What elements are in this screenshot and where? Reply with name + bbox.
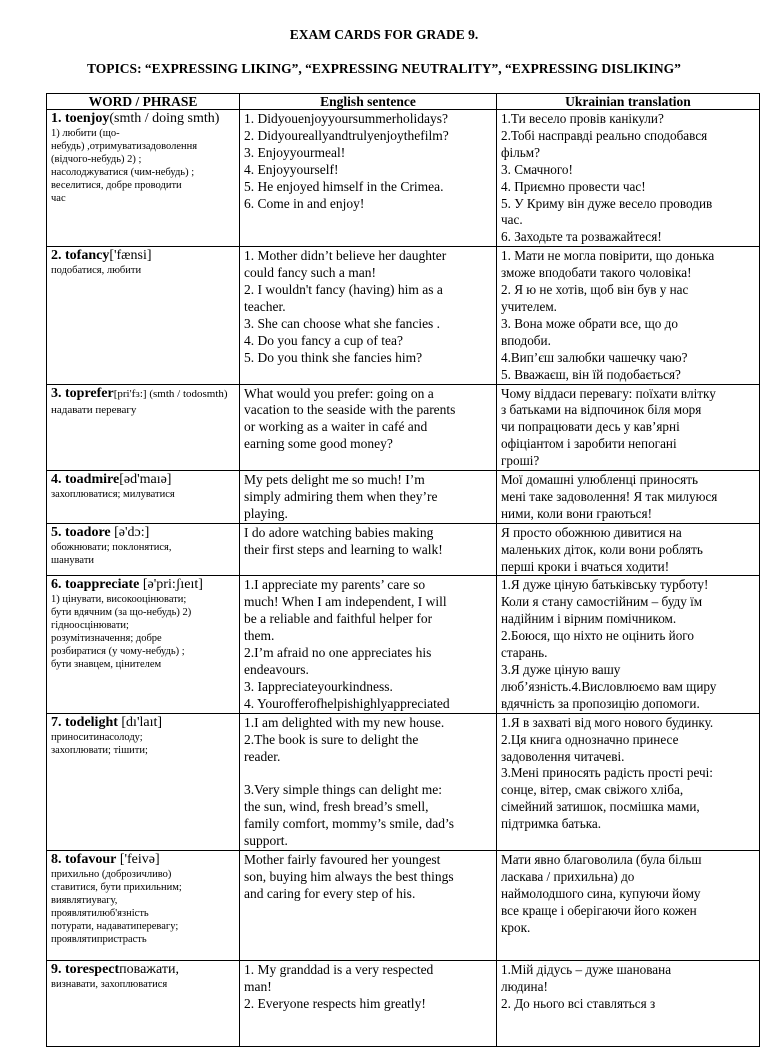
english-line: the sun, wind, fresh bread’s smell,	[244, 799, 429, 815]
english-cell	[240, 576, 497, 713]
english-line: 6. Come in and enjoy!	[244, 195, 365, 211]
word-gloss-line: бути знавцем, цінителем	[51, 659, 162, 671]
ukrainian-line: 2. До нього всі ставляться з	[501, 995, 656, 1011]
word-transcription: [dı'laıt]	[117, 714, 163, 730]
word-term: 3. toprefer	[51, 385, 114, 401]
word-heading	[51, 525, 235, 541]
word-transcription: [ə'pri:ʃıeıt]	[139, 577, 203, 593]
ukrainian-line: чи попрацювати десь у кав’ярні	[501, 419, 680, 435]
ukrainian-cell	[497, 384, 760, 471]
word-heading	[51, 472, 235, 488]
word-transcription: [əd'maıə]	[119, 472, 172, 488]
ukrainian-line: гроші?	[501, 453, 540, 469]
english-line: I do adore watching babies making	[244, 524, 434, 540]
vocabulary-table	[46, 93, 760, 1047]
ukrainian-line: 6. Заходьте та розважайтеся!	[501, 229, 662, 245]
word-term: 1. toenjoy	[51, 111, 110, 126]
english-line: 2. Everyone respects him greatly!	[244, 995, 426, 1011]
ukrainian-line: зможе вподобати такого чоловіка!	[501, 265, 692, 281]
ukrainian-line: маленьких діток, коли вони роблять	[501, 541, 703, 557]
table-row	[47, 576, 760, 713]
ukrainian-line: 2.Ця книга однозначно принесе	[501, 731, 679, 747]
english-line: 3.Very simple things can delight me:	[244, 782, 442, 798]
ukrainian-line: 5. Вважаєш, він їй подобається?	[501, 366, 681, 382]
english-line: 1.I appreciate my parents’ care so	[244, 577, 426, 593]
ukrainian-line: вдячність за пропозицію допомоги.	[501, 695, 700, 711]
word-heading	[51, 962, 235, 978]
word-gloss-line: визнавати, захоплюватися	[51, 978, 168, 990]
ukrainian-line: ласкава / прихильна) до	[501, 868, 635, 884]
word-term: 7. todelight	[51, 714, 118, 730]
ukrainian-cell	[497, 960, 760, 1046]
ukrainian-line: Коли я стану самостійним – буду їм	[501, 594, 703, 610]
english-line: 3. She can choose what she fancies .	[244, 315, 441, 331]
english-cell	[240, 713, 497, 850]
ukrainian-cell	[497, 850, 760, 960]
word-cell	[47, 110, 240, 247]
ukrainian-line: Чому віддаси перевагу: поїхати влітку	[501, 385, 716, 401]
word-term: 6. toappreciate	[51, 577, 140, 593]
word-term: 2. tofancy	[51, 248, 110, 264]
word-gloss-line: час	[51, 193, 66, 204]
english-line: 5. He enjoyed himself in the Crimea.	[244, 178, 444, 194]
word-term: 4. toadmire	[51, 472, 120, 488]
table-row	[47, 110, 760, 247]
word-gloss-line: захоплюватися; милуватися	[51, 489, 175, 501]
word-heading	[51, 577, 235, 593]
english-line: son, buying him always the best things	[244, 868, 454, 884]
ukrainian-line: старань.	[501, 645, 548, 661]
english-line: 4. Do you fancy a cup of tea?	[244, 332, 403, 348]
english-line: them.	[244, 628, 275, 644]
ukrainian-line: 4.Вип’єш залюбки чашечку чаю?	[501, 349, 688, 365]
english-cell	[240, 247, 497, 384]
word-heading	[51, 111, 235, 127]
english-line: support.	[244, 833, 288, 849]
english-line: and caring for every step of his.	[244, 885, 416, 901]
word-gloss-line: виявлятиувагу,	[51, 894, 118, 906]
ukrainian-line: люб’язність.4.Висловлюємо вам щиру	[501, 678, 717, 694]
word-heading	[51, 715, 235, 731]
ukrainian-line: 3.Мені приносять радість прості речі:	[501, 765, 713, 781]
table-row	[47, 960, 760, 1046]
english-line: earning some good money?	[244, 436, 393, 452]
word-heading	[51, 852, 235, 868]
english-line: much! When I am independent, I will	[244, 594, 447, 610]
word-gloss-line: прихильно (доброзичливо)	[51, 868, 172, 880]
header-word: WORD / PHRASE	[47, 94, 240, 110]
english-line: teacher.	[244, 298, 286, 314]
word-gloss-line: 1) любити (що-	[51, 128, 120, 139]
english-line: or working as a waiter in café and	[244, 419, 428, 435]
word-gloss-line: 1) цінувати, високооцінювати;	[51, 594, 187, 606]
word-gloss-line: потурати, надаватиперевагу;	[51, 920, 179, 932]
english-line: 2. I wouldn't fancy (having) him as a	[244, 282, 443, 298]
english-line: 1. Mother didn’t believe her daughter	[244, 248, 447, 264]
ukrainian-line: 3.Я дуже ціную вашу	[501, 662, 621, 677]
ukrainian-line: Мої домашні улюбленці приносять	[501, 472, 699, 488]
ukrainian-line: 1.Я дуже ціную батьківську турботу!	[501, 577, 709, 593]
ukrainian-line: підтримка батька.	[501, 816, 602, 832]
english-line: 5. Do you think she fancies him?	[244, 349, 423, 365]
word-cell	[47, 384, 240, 471]
english-line: endeavours.	[244, 662, 309, 677]
word-cell	[47, 247, 240, 384]
word-gloss-line: розбиратися (у чому-небудь) ;	[51, 646, 185, 658]
word-gloss-line: приноситинасолоду;	[51, 731, 143, 743]
word-cell	[47, 850, 240, 960]
ukrainian-line: вподоби.	[501, 332, 551, 348]
english-line: 1. Didyouenjoyyoursummerholidays?	[244, 111, 448, 126]
english-line: 3. Enjoyyourmeal!	[244, 144, 346, 160]
word-gloss-line: обожнювати; поклонятися,	[51, 541, 172, 553]
page-title: EXAM CARDS FOR GRADE 9.	[289, 27, 479, 42]
ukrainian-line: 1.Мій дідусь – дуже шанована	[501, 961, 672, 977]
word-gloss-line: небудь) ,отримуватизадоволення (відчого-небудь) 2) ;	[51, 141, 198, 165]
table-row	[47, 523, 760, 576]
english-cell	[240, 110, 497, 247]
word-gloss-line: гідноосцінювати;	[51, 620, 129, 632]
ukrainian-line: 1. Мати не могла повірити, що донька	[501, 248, 715, 264]
ukrainian-line: 1.Я в захваті від мого нового будинку.	[501, 714, 714, 730]
ukrainian-line: перші кроки і вчаться ходити!	[501, 558, 670, 574]
ukrainian-line: з батьками на відпочинок біля моря	[501, 402, 702, 418]
english-cell	[240, 850, 497, 960]
word-cell	[47, 523, 240, 576]
ukrainian-line: 2.Боюся, що ніхто не оцінить його	[501, 628, 694, 644]
english-line: 3. Iappreciateyourkindness.	[244, 678, 393, 694]
ukrainian-line: час.	[501, 212, 523, 228]
ukrainian-line: учителем.	[501, 298, 557, 314]
table-header-row	[47, 94, 760, 110]
header-ukrainian: Ukrainian translation	[497, 94, 760, 110]
word-transcription: ['feivə]	[116, 851, 160, 867]
word-gloss-line: насолоджуватися (чим-небудь) ;	[51, 167, 195, 178]
word-gloss-line: проявлятилюб'язність	[51, 907, 149, 919]
word-term: 9. torespect	[51, 961, 120, 977]
ukrainian-line: 2. Я ю не хотів, щоб він був у нас	[501, 282, 689, 298]
ukrainian-line: людина!	[501, 978, 548, 994]
english-line: 4. Enjoyyourself!	[244, 161, 339, 177]
english-line: 1. My granddad is a very respected	[244, 961, 434, 977]
english-line: man!	[244, 978, 272, 994]
word-gloss-line: ставитися, бути прихильним;	[51, 881, 182, 893]
english-line: 2.The book is sure to delight the	[244, 731, 419, 747]
ukrainian-line: ними, коли вони граються!	[501, 505, 652, 521]
english-line: 2. Didyoureallyandtrulyenjoythefilm?	[244, 127, 449, 143]
english-cell	[240, 960, 497, 1046]
ukrainian-line: надійним і вірним помічником.	[501, 611, 677, 627]
ukrainian-line: сонце, вітер, смак свіжого хліба,	[501, 782, 684, 798]
english-line: Mother fairly favoured her youngest	[244, 851, 441, 867]
english-cell	[240, 523, 497, 576]
word-gloss-line: захоплювати; тішити;	[51, 744, 148, 756]
ukrainian-line: 2.Тобі насправді реально сподобався	[501, 127, 708, 143]
english-line: What would you prefer: going on a	[244, 385, 434, 401]
english-cell	[240, 471, 497, 524]
table-row	[47, 384, 760, 471]
word-term: 5. toadore	[51, 524, 111, 540]
english-line: could fancy such a man!	[244, 265, 376, 281]
word-transcription: [pri'fɜ:] (smth / todosmth) надавати перевагу	[51, 387, 228, 416]
word-term: 8. tofavour	[51, 851, 117, 867]
ukrainian-cell	[497, 247, 760, 384]
english-line: be a reliable and faithful helper for	[244, 611, 433, 627]
topics-heading: TOPICS: “EXPRESSING LIKING”, “EXPRESSING NEUTRALITY”, “EXPRESSING DISLIKING”	[87, 61, 681, 76]
word-gloss-line: бути вдячним (за що-небудь) 2)	[51, 607, 192, 619]
ukrainian-line: сімейний затишок, посмішка мами,	[501, 799, 700, 815]
english-line: reader.	[244, 748, 281, 764]
english-line: their first steps and learning to walk!	[244, 541, 443, 557]
word-transcription: ['fænsi]	[109, 248, 152, 264]
ukrainian-cell	[497, 110, 760, 247]
ukrainian-cell	[497, 576, 760, 713]
word-transcription: поважати,	[119, 961, 179, 977]
word-gloss-line: розумітизначення; добре	[51, 633, 162, 645]
ukrainian-line: фільм?	[501, 144, 541, 160]
ukrainian-line: Я просто обожнюю дивитися на	[501, 524, 682, 540]
header-english: English sentence	[240, 94, 497, 110]
ukrainian-line: наймолодшого сина, купуючи йому	[501, 885, 701, 901]
english-line: playing.	[244, 505, 288, 521]
english-line: 1.I am delighted with my new house.	[244, 714, 445, 730]
english-line: 2.I’m afraid no one appreciates his	[244, 645, 432, 661]
ukrainian-cell	[497, 523, 760, 576]
ukrainian-line: мені таке задоволення! Я так милуюся	[501, 488, 718, 504]
english-line: simply admiring them when they’re	[244, 488, 438, 504]
ukrainian-line: задоволення читачеві.	[501, 748, 625, 764]
word-cell	[47, 576, 240, 713]
english-line: family comfort, mommy’s smile, dad’s	[244, 816, 454, 832]
ukrainian-line: Мати явно благоволила (була більш	[501, 851, 702, 867]
ukrainian-line: 3. Смачного!	[501, 161, 573, 177]
ukrainian-line: 5. У Криму він дуже весело проводив	[501, 195, 713, 211]
word-cell	[47, 960, 240, 1046]
table-row	[47, 850, 760, 960]
word-gloss-line: подобатися, любити	[51, 265, 142, 277]
ukrainian-line: офіціантом і заробити непогані	[501, 436, 677, 452]
ukrainian-line: 4. Приємно провести час!	[501, 178, 646, 194]
ukrainian-line: все краще і оберігаючи його кожен	[501, 902, 697, 918]
english-line: My pets delight me so much! I’m	[244, 472, 425, 488]
english-line: vacation to the seaside with the parents	[244, 402, 456, 418]
word-transcription: (smth / doing smth)	[109, 111, 220, 126]
word-transcription: [ə'dɔ:]	[110, 524, 150, 540]
ukrainian-line: 1.Ти весело провів канікули?	[501, 111, 664, 126]
word-gloss-line: веселитися, добре проводити	[51, 180, 182, 191]
ukrainian-line: 3. Вона може обрати все, що до	[501, 315, 678, 331]
english-cell	[240, 384, 497, 471]
table-row	[47, 713, 760, 850]
ukrainian-line: крок.	[501, 919, 531, 935]
table-row	[47, 471, 760, 524]
word-cell	[47, 471, 240, 524]
ukrainian-cell	[497, 713, 760, 850]
word-gloss-line: шанувати	[51, 554, 95, 566]
word-cell	[47, 713, 240, 850]
english-line: 4. Yourofferofhelpishighlyappreciated	[244, 695, 450, 711]
word-gloss-line: проявлятипристрасть	[51, 933, 147, 945]
english-line	[244, 765, 492, 782]
word-heading	[51, 248, 235, 264]
word-heading	[51, 386, 235, 418]
table-row	[47, 247, 760, 384]
ukrainian-cell	[497, 471, 760, 524]
